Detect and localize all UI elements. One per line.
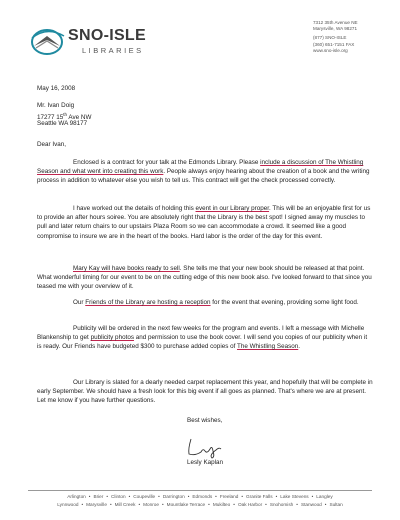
paragraph-event-location: I have worked out the details of holding this event in our Library proper. This will be an enjoyable first for us to provide an after hours soiree. You are absolutely right that the Library is the best spot! I signed away my muscles to pull and later return chairs to our upstairs Plaza Room so we can accommodate a crowd. It seemed like a good compromise to insure we are in the heart of the books. Hard labor is the order of the day for this event.	[37, 205, 371, 240]
footer-separator: •	[324, 502, 327, 507]
footer-separator: •	[265, 502, 267, 507]
footer-branch: Clinton	[111, 494, 126, 499]
website: www.sno-isle.org	[313, 47, 348, 53]
salutation: Dear Ivan,	[37, 141, 67, 148]
footer-separator: •	[241, 494, 243, 499]
footer-branch: Arlington	[67, 494, 86, 499]
footer-separator: •	[158, 494, 160, 499]
footer-separator: •	[233, 502, 235, 507]
footer-separator: •	[138, 502, 141, 507]
footer-separator: •	[215, 494, 217, 499]
footer-divider	[28, 490, 372, 491]
footer-separator: •	[311, 494, 314, 499]
footer-branches-row-2	[28, 502, 372, 507]
paragraph-books: Mary Kay will have books ready to sell. She tells me that your new book should be released at that point. What wonderful timing for our event to be on the cutting edge of this new book also. I've looked forward to that since you teased me with your overview of it.	[37, 265, 372, 291]
footer-branch: Edmonds	[192, 494, 213, 499]
paragraph-publicity: Publicity will be ordered in the next few weeks for the program and events. I left a message with Michelle Blankenship to get publicity photos and permission to use the book cover. I will send you copies of our publicity when it is ready. Our Friends have budgeted $300 to purchase added copies of The Whistling Season.	[37, 325, 368, 351]
org-name: SNO-ISLE	[68, 27, 146, 44]
recipient-name: Mr. Ivan Doig	[37, 102, 75, 109]
footer-branch: Brier	[93, 494, 104, 499]
footer-separator: •	[81, 502, 84, 507]
sno-isle-logo	[30, 24, 160, 58]
footer-separator: •	[208, 502, 210, 507]
footer-branch: Coupeville	[133, 494, 156, 499]
footer-branch: Darrington	[162, 494, 185, 499]
letterhead-address	[313, 20, 358, 54]
phone-number: (877) SNO-ISLE	[313, 35, 347, 41]
footer-separator: •	[187, 494, 190, 499]
footer-separator: •	[128, 494, 131, 499]
footer-branches-row-1	[28, 494, 372, 499]
closing: Best wishes,	[187, 417, 223, 424]
footer-branch: Mill Creek	[114, 502, 136, 507]
recipient-street: 17277 15th Ave NW	[37, 112, 92, 122]
footer-branch: Lynnwood	[57, 502, 79, 507]
footer-branch: Mukilteo	[212, 502, 231, 507]
footer-branch: Sultan	[329, 502, 343, 507]
address-line-2: Marysville, WA 98271	[313, 26, 357, 32]
footer-separator: •	[296, 502, 298, 507]
handwritten-signature	[185, 435, 225, 459]
footer-branch: Granite Falls	[246, 494, 273, 499]
footer-separator: •	[88, 494, 91, 499]
recipient-city: Seattle WA 98177	[37, 120, 88, 127]
footer-branch: Monroe	[143, 502, 160, 507]
footer-branch: Mountlake Terrace	[166, 502, 206, 507]
paragraph-carpet: Our Library is slated for a dearly needed carpet replacement this year, and hopefully that will be complete in early September. We should have a fresh look for this big event if all goes as planned. That's where we are at present. Let me know if you have further questions.	[37, 379, 373, 405]
fax-number: (360) 651-7151 FAX	[313, 41, 355, 47]
signer-name: Lesly Kaplan	[187, 459, 224, 466]
footer-separator: •	[162, 502, 164, 507]
book-globe-icon	[30, 24, 66, 58]
footer-separator: •	[109, 502, 112, 507]
footer-separator: •	[275, 494, 278, 499]
footer-branch: Langley	[316, 494, 333, 499]
address-line-1: 7312 35th Avenue NE	[313, 20, 358, 25]
footer-branch: Freeland	[219, 494, 239, 499]
footer-branch: Lake Stevens	[280, 494, 309, 499]
paragraph-reception: Our Friends of the Library are hosting a reception for the event that evening, providing some light food.	[73, 299, 359, 306]
footer-branch: Marysville	[86, 502, 107, 507]
footer-branch: Snohomish	[269, 502, 294, 507]
letter-date: May 16, 2008	[37, 85, 76, 92]
paragraph-contract: Enclosed is a contract for your talk at the Edmonds Library. Please include a discussion of The Whistling Season and what went into creating this work. People always enjoy hearing about the creation of a book and the writing process in addition to whatever else you wish to tell us. This contract will get the check processed correctly.	[37, 159, 370, 185]
footer-branch: Oak Harbor	[237, 502, 263, 507]
org-subtitle: LIBRARIES	[82, 46, 144, 55]
footer-branch: Stanwood	[300, 502, 322, 507]
footer-separator: •	[106, 494, 109, 499]
